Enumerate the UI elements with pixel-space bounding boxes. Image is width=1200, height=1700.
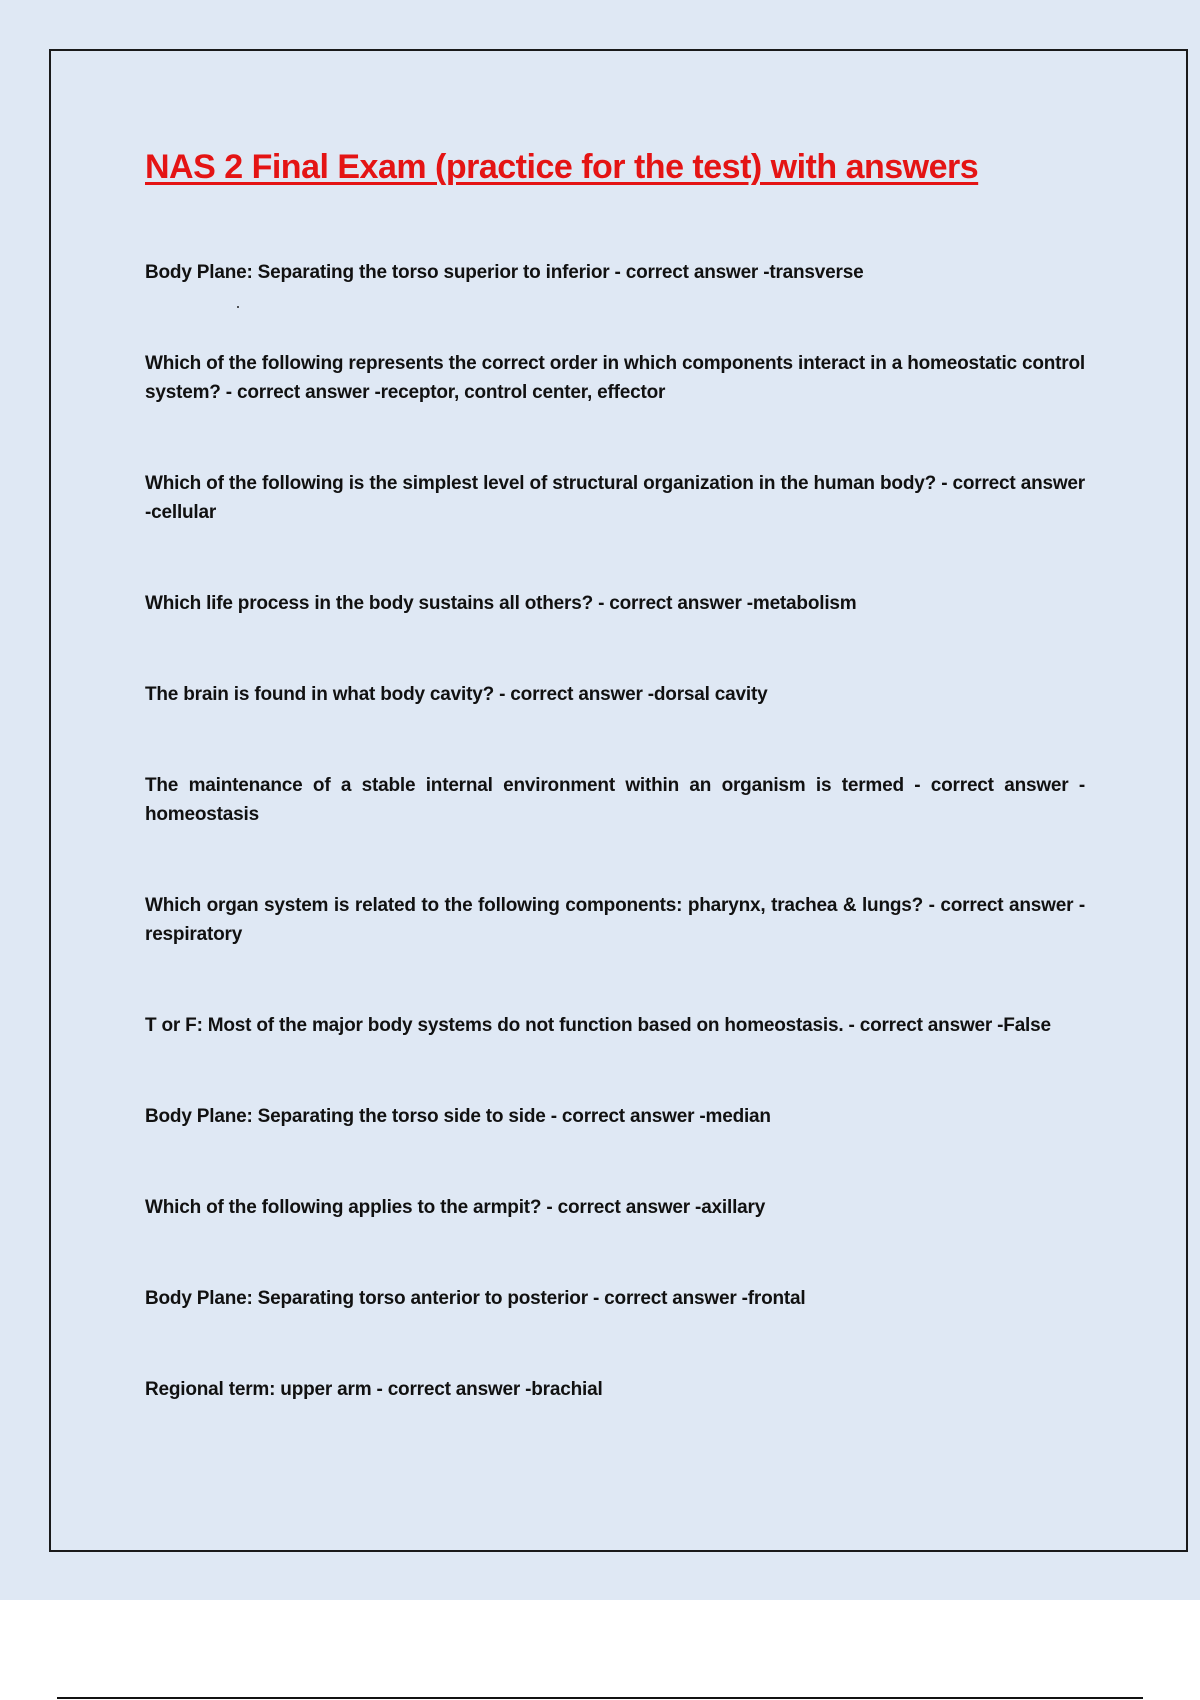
qa-item: T or F: Most of the major body systems do not function based on homeostasis. - correct answer -False — [145, 1015, 1051, 1036]
qa-item: Which of the following is the simplest level of structural organization in the human body? - correct answer -cellular — [145, 473, 1085, 523]
qa-item: The maintenance of a stable internal environment within an organism is termed - correct answer -homeostasis — [145, 775, 1085, 825]
question-answer-list — [145, 258, 1085, 1466]
qa-item: Regional term: upper arm - correct answer -brachial — [145, 1379, 603, 1400]
qa-item: The brain is found in what body cavity? - correct answer -dorsal cavity — [145, 684, 768, 705]
qa-item: Body Plane: Separating the torso superior to inferior - correct answer -transverse — [145, 262, 864, 283]
qa-item: Body Plane: Separating the torso side to side - correct answer -median — [145, 1106, 771, 1127]
qa-item: Body Plane: Separating torso anterior to posterior - correct answer -frontal — [145, 1288, 806, 1309]
qa-item: Which life process in the body sustains all others? - correct answer -metabolism — [145, 593, 857, 614]
qa-item: Which of the following represents the correct order in which components interact in a homeostatic control system? - correct answer -receptor, control center, effector — [145, 353, 1085, 403]
footer-divider — [57, 1697, 1143, 1699]
qa-item: Which organ system is related to the following components: pharynx, trachea & lungs? - correct answer -respiratory — [145, 895, 1085, 945]
qa-item: Which of the following applies to the armpit? - correct answer -axillary — [145, 1197, 766, 1218]
document-title: NAS 2 Final Exam (practice for the test) with answers — [145, 148, 979, 186]
